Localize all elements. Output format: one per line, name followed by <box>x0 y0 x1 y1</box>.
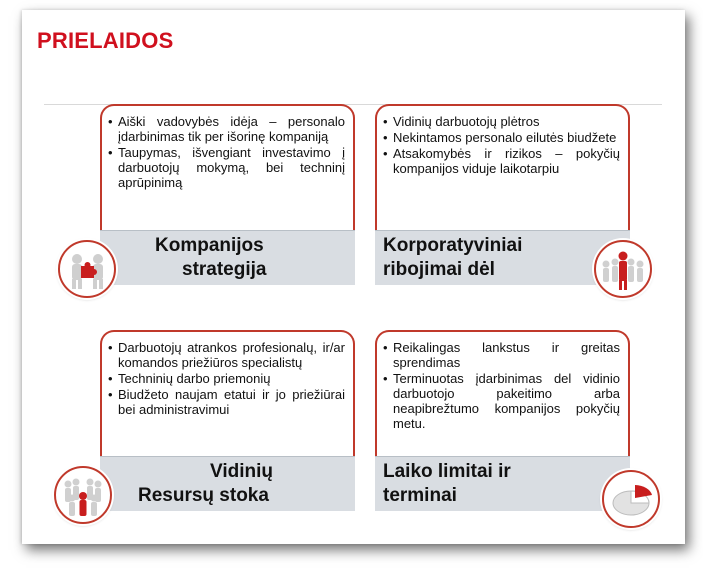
team-group-icon <box>54 466 112 524</box>
label-line-2: strategija <box>182 259 267 280</box>
bullet-item: • Vidinių darbuotojų plėtros <box>383 114 620 129</box>
label-time-limits <box>375 456 630 511</box>
bullet-list <box>102 106 353 190</box>
label-internal-resources <box>100 456 355 511</box>
bullet-item: • Terminuotas įdarbinimas del vidinio darbuotojo pakeitimo arba neapibrežtumo kompanijos pokyčių metu. <box>383 371 620 431</box>
label-line-2: terminai <box>383 485 457 506</box>
bullet-list <box>102 332 353 417</box>
puzzle-people-icon <box>58 240 116 298</box>
bullet-item: • Darbuotojų atrankos profesionalų, ir/ar komandos priežiūros specialistų <box>108 340 345 370</box>
card-corporate-restrictions <box>375 104 630 230</box>
label-company-strategy <box>100 230 355 285</box>
slide-title: PRIELAIDOS <box>37 28 174 53</box>
bullet-list <box>377 332 628 431</box>
bullet-item: • Biudžeto naujam etatui ir jo priežiūrai bei administravimui <box>108 387 345 417</box>
slide <box>22 10 685 544</box>
bullet-list <box>377 106 628 176</box>
label-line-1: Korporatyviniai <box>383 235 523 256</box>
card-internal-resources <box>100 330 355 456</box>
bullet-item: • Techninių darbo priemonių <box>108 371 345 386</box>
card-time-limits <box>375 330 630 456</box>
bullet-item: • Reikalingas lankstus ir greitas sprendimas <box>383 340 620 370</box>
pie-chart-icon <box>602 470 660 528</box>
label-line-1: Laiko limitai ir <box>383 461 511 482</box>
label-line-1: Kompanijos <box>155 235 264 256</box>
bullet-item: • Atsakomybės ir rizikos – pokyčių kompanijos viduje laikotarpiu <box>383 146 620 176</box>
bullet-item: • Taupymas, išvengiant investavimo į darbuotojų mokymą, bei techninį aprūpinimą <box>108 145 345 190</box>
card-company-strategy <box>100 104 355 230</box>
crowd-leader-icon <box>594 240 652 298</box>
bullet-item: • Nekintamos personalo eilutės biudžete <box>383 130 620 145</box>
label-corporate-restrictions <box>375 230 630 285</box>
label-line-2: Resursų stoka <box>138 485 269 506</box>
label-line-1: Vidinių <box>210 461 273 482</box>
bullet-item: • Aiški vadovybės idėja – personalo įdarbinimas tik per išorinę kompaniją <box>108 114 345 144</box>
label-line-2: ribojimai dėl <box>383 259 495 280</box>
